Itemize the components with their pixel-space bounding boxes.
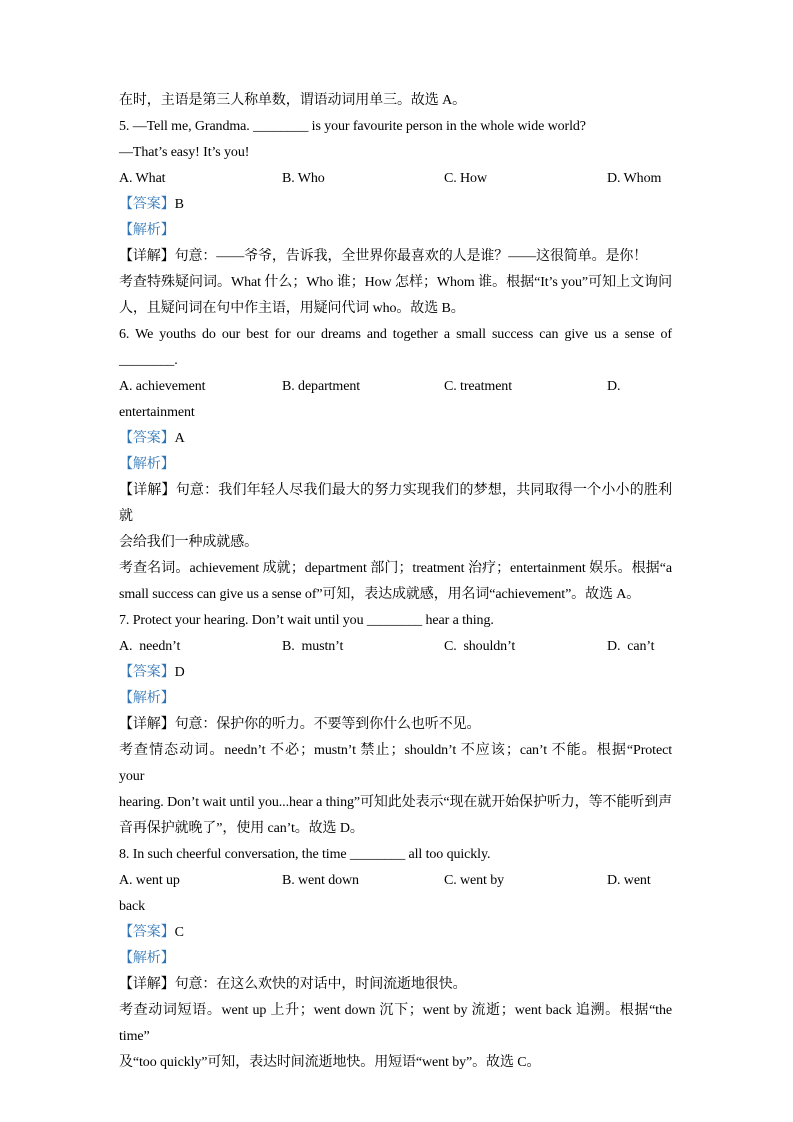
option-A: A. needn’t	[119, 639, 181, 654]
option-A: A. achievement	[119, 379, 206, 394]
analysis-label: 【解析】	[119, 691, 175, 706]
answer-label: 【答案】	[119, 197, 175, 212]
q7-detail-2: 考查情态动词。needn’t 不必；mustn’t 禁止；shouldn’t 不应该；can’t 不能。根据“Protect your	[119, 743, 676, 784]
q5-analysis	[119, 218, 672, 244]
q8-stem: 8. In such cheerful conversation, the time ________ all too quickly.	[119, 847, 491, 862]
option-B: B. went down	[282, 873, 359, 888]
answer-label: 【答案】	[119, 665, 175, 680]
analysis-label: 【解析】	[119, 457, 175, 472]
q8-option-d-wrap: back	[119, 899, 146, 914]
q5-detail-2: 考查特殊疑问词。What 什么；Who 谁；How 怎样；Whom 谁。根据“It’s you”可知上文询问	[119, 275, 672, 290]
analysis-label: 【解析】	[119, 223, 175, 238]
option-B: B. mustn’t	[282, 639, 344, 654]
q6-detail-2: 会给我们一种成就感。	[119, 535, 258, 550]
option-D: D.	[607, 379, 621, 394]
q6-analysis	[119, 452, 672, 478]
q5-answer	[119, 192, 672, 218]
q7-analysis	[119, 686, 672, 712]
option-B: B. Who	[282, 171, 325, 186]
analysis-label: 【解析】	[119, 951, 175, 966]
option-D: D. can’t	[607, 639, 655, 654]
q4-explanation-tail: 在时，主语是第三人称单数，谓语动词用单三。故选 A。	[119, 93, 467, 108]
q6-stem-1: 6. We youths do our best for our dreams and together a small success can give us a sense of	[119, 327, 672, 342]
q6-detail-4: small success can give us a sense of”可知，表达成就感，用名词“achievement”。故选 A。	[119, 587, 641, 602]
q7-detail-3: hearing. Don’t wait until you...hear a thing”可知此处表示“现在就开始保护听力，等不能听到声	[119, 795, 672, 810]
q6-detail-1: 【详解】句意：我们年轻人尽我们最大的努力实现我们的梦想，共同取得一个小小的胜利就	[119, 483, 672, 524]
option-B: B. department	[282, 379, 361, 394]
q5-options	[119, 166, 672, 192]
answer-value: D	[174, 665, 185, 680]
q7-stem: 7. Protect your hearing. Don’t wait until you ________ hear a thing.	[119, 613, 494, 628]
option-C: C. treatment	[444, 379, 513, 394]
q7-options	[119, 634, 672, 660]
option-A: A. went up	[119, 873, 180, 888]
q5-stem: 5. —Tell me, Grandma. ________ is your favourite person in the whole wide world?	[119, 119, 586, 134]
q6-stem-2: ________.	[119, 353, 178, 368]
option-A: A. What	[119, 171, 166, 186]
answer-label: 【答案】	[119, 431, 175, 446]
q8-detail-2: 考查动词短语。went up 上升；went down 沉下；went by 流逝；went back 追溯。根据“the time”	[119, 1003, 676, 1044]
q8-detail-3: 及“too quickly”可知，表达时间流逝地快。用短语“went by”。故选 C。	[119, 1055, 541, 1070]
q8-answer	[119, 920, 672, 946]
q7-detail-1: 【详解】句意：保护你的听力。不要等到你什么也听不见。	[119, 717, 481, 732]
option-C: C. went by	[444, 873, 505, 888]
answer-value: C	[174, 925, 184, 940]
q7-detail-4: 音再保护就晚了”，使用 can’t。故选 D。	[119, 821, 364, 836]
q5-detail-1: 【详解】句意：——爷爷，告诉我，全世界你最喜欢的人是谁？——这很简单。是你！	[119, 249, 648, 264]
q7-answer	[119, 660, 672, 686]
q8-options	[119, 868, 672, 894]
option-D: D. went	[607, 873, 651, 888]
q6-detail-3: 考查名词。achievement 成就；department 部门；treatment 治疗；entertainment 娱乐。根据“a	[119, 561, 672, 576]
answer-value: B	[174, 197, 184, 212]
answer-label: 【答案】	[119, 925, 175, 940]
option-C: C. How	[444, 171, 487, 186]
q6-option-d-wrap: entertainment	[119, 405, 195, 420]
q6-answer	[119, 426, 672, 452]
q5-detail-3: 人，且疑问词在句中作主语，用疑问代词 who。故选 B。	[119, 301, 465, 316]
answer-value: A	[174, 431, 185, 446]
option-C: C. shouldn’t	[444, 639, 516, 654]
q5-reply: —That’s easy! It’s you!	[119, 145, 250, 160]
option-D: D. Whom	[607, 171, 662, 186]
q8-analysis	[119, 946, 672, 972]
document-page	[119, 88, 676, 1076]
q6-options	[119, 374, 672, 400]
q8-detail-1: 【详解】句意：在这么欢快的对话中，时间流逝地很快。	[119, 977, 467, 992]
